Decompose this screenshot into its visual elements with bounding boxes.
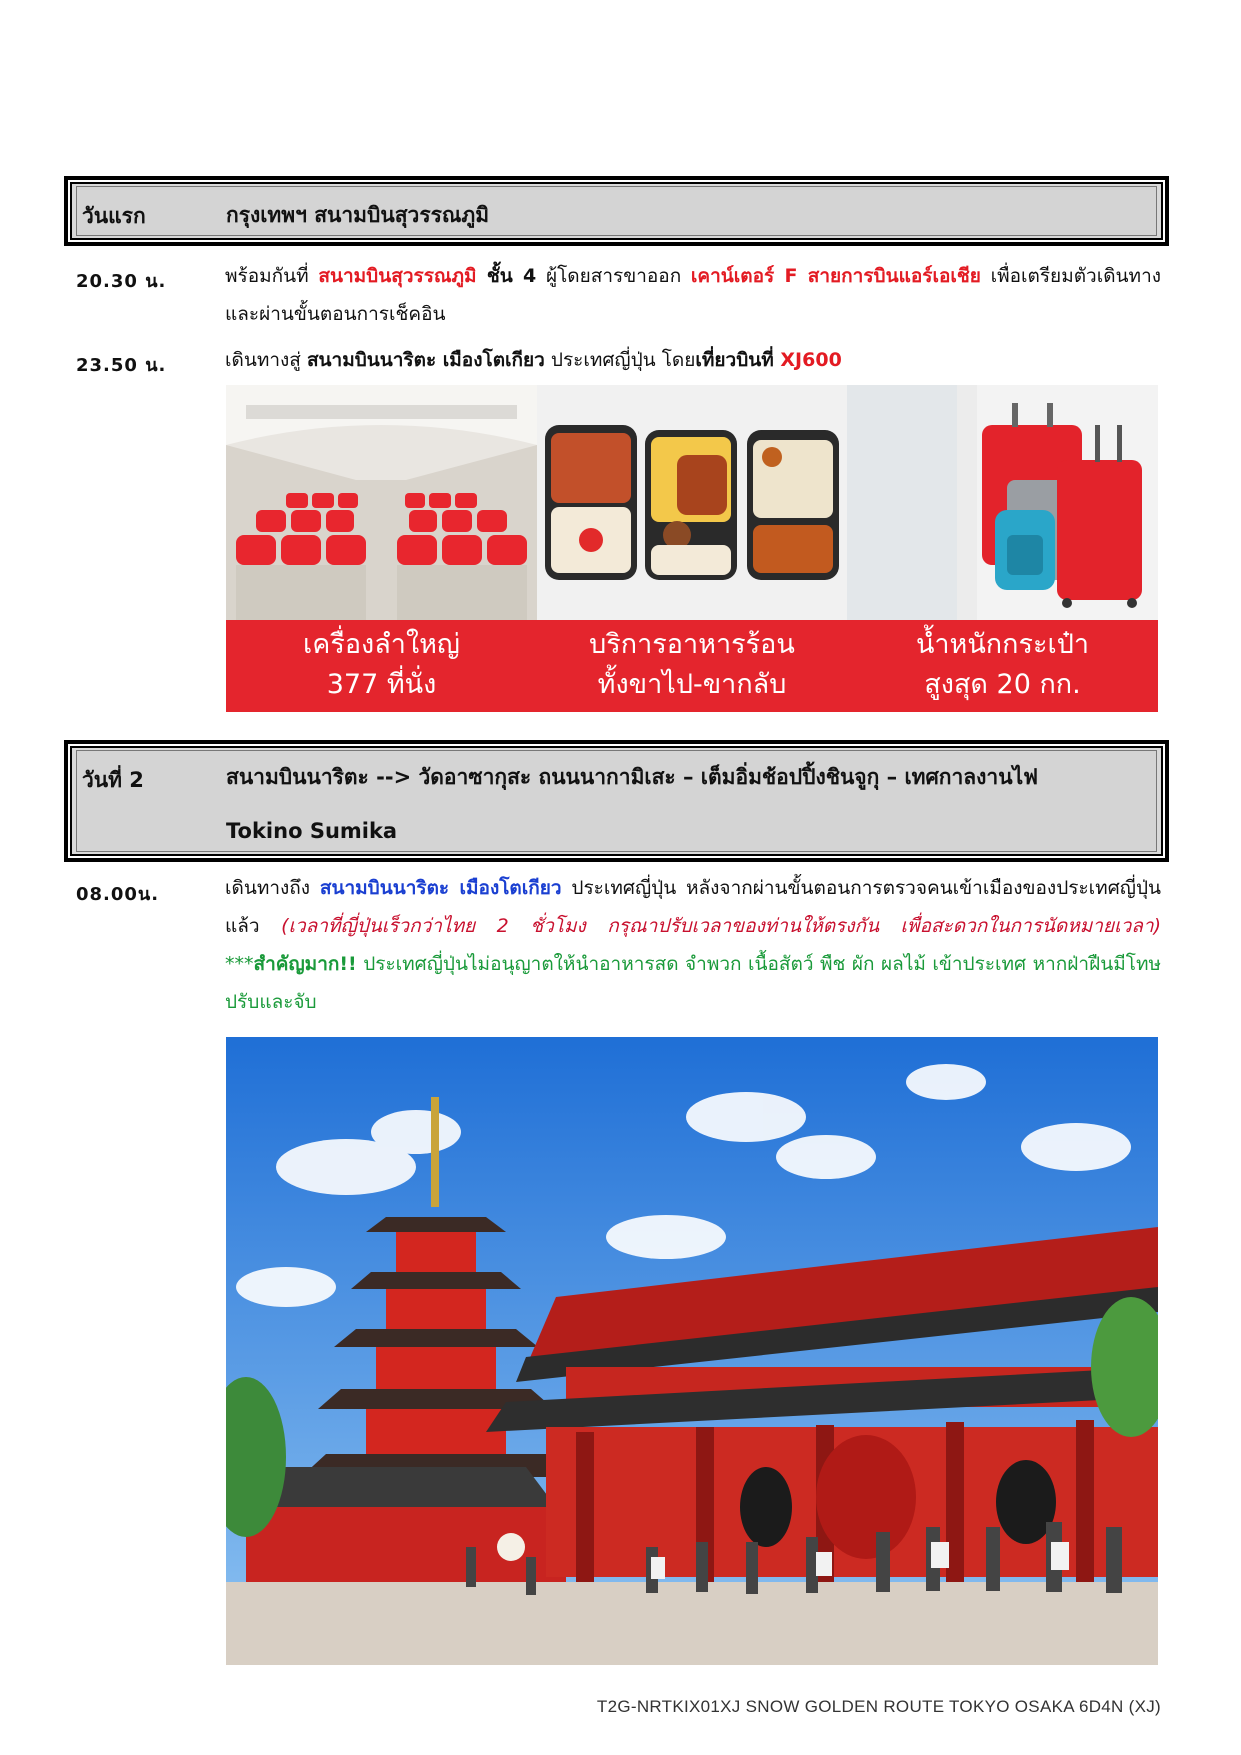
caption-line: น้ำหนักกระเป๋า [915, 629, 1090, 660]
airport-highlight: สนามบินนาริตะ เมืองโตเกียว [319, 877, 562, 899]
caption-line: เครื่องลำใหญ่ [303, 629, 460, 660]
time-difference-note: (เวลาที่ญี่ปุ่นเร็วกว่าไทย 2 ชั่วโมง กรุณาปรับเวลาของท่านให้ตรงกัน เพื่อสะดวกในการนัดหมายเวลา) [281, 915, 1161, 937]
warning-prefix: *** [225, 953, 254, 975]
day1-time-2: 23.50 น. [76, 355, 167, 376]
day1-item-1-text [225, 257, 1161, 333]
day1-label: วันแรก [82, 204, 146, 228]
text-segment: เดินทางถึง [225, 877, 320, 899]
caption-line: ทั้งขาไป-ขากลับ [597, 669, 787, 700]
day2-item-text [225, 869, 1161, 1021]
luggage-image [847, 385, 1158, 620]
day1-title: กรุงเทพฯ สนามบินสุวรรณภูมิ [226, 203, 490, 227]
promo-caption-luggage [847, 625, 1158, 705]
day2-time-1: 08.00น. [76, 884, 160, 905]
day2-title [226, 750, 1157, 858]
hot-meals-image [537, 385, 847, 620]
document-footer: T2G-NRTKIX01XJ SNOW GOLDEN ROUTE TOKYO OSAKA 6D4N (XJ) [596, 1697, 1161, 1716]
day1-item-2-text [225, 341, 1161, 379]
warning-important: สำคัญมาก!! [253, 953, 357, 975]
text-segment: เดินทางสู่ [225, 349, 307, 371]
promo-caption-seats [226, 625, 537, 705]
day2-label: วันที่ 2 [82, 768, 144, 792]
text-segment: ประเทศญี่ปุ่น โดย [544, 349, 696, 371]
text-segment: ประเทศญี่ปุ่น หลังจากผ่านขั้นตอนการตรวจคนเข้าเมืองของประเทศญี่ปุ่นแล้ว [225, 877, 1161, 937]
text-segment: เพื่อเตรียมตัวเดินทาง และผ่านขั้นตอนการเช็คอิน [225, 265, 1162, 325]
flight-label: เที่ยวบินที่ [695, 349, 781, 371]
airport-highlight: สนามบินสุวรรณภูมิ [318, 265, 487, 287]
day2-title-line1: สนามบินนาริตะ --> วัดอาซากุสะ ถนนนากามิเสะ – เต็มอิ่มช้อปปิ้งชินจูกุ – เทศกาลงานไฟ [226, 765, 1039, 789]
warning-text: ประเทศญี่ปุ่นไม่อนุญาตให้นำอาหารสด จำพวก เนื้อสัตว์ พืช ผัก ผลไม้ เข้าประเทศ หากฝ่าฝืนมีโทษปรับและจับ [225, 953, 1161, 1013]
day1-time-1: 20.30 น. [76, 271, 167, 292]
destination-highlight: สนามบินนาริตะ เมืองโตเกียว [306, 349, 545, 371]
caption-line: บริการอาหารร้อน [589, 629, 795, 660]
caption-line: 377 ที่นั่ง [326, 669, 437, 700]
asakusa-temple-photo [226, 1037, 1158, 1665]
text-segment: ผู้โดยสารขาออก [536, 265, 691, 287]
airline-promo-banner [226, 385, 1158, 712]
flight-number: XJ600 [780, 349, 842, 371]
promo-caption-meals [537, 625, 847, 705]
cabin-seats-image [226, 385, 537, 620]
counter-highlight: เคาน์เตอร์ F สายการบินแอร์เอเชีย [690, 265, 981, 287]
day2-header [64, 740, 1169, 862]
caption-line: สูงสุด 20 กก. [924, 669, 1081, 700]
day1-header [64, 176, 1169, 246]
text-segment: พร้อมกันที่ [225, 265, 319, 287]
day2-title-line2: Tokino Sumika [226, 819, 398, 843]
floor-text: ชั้น 4 [486, 265, 537, 287]
